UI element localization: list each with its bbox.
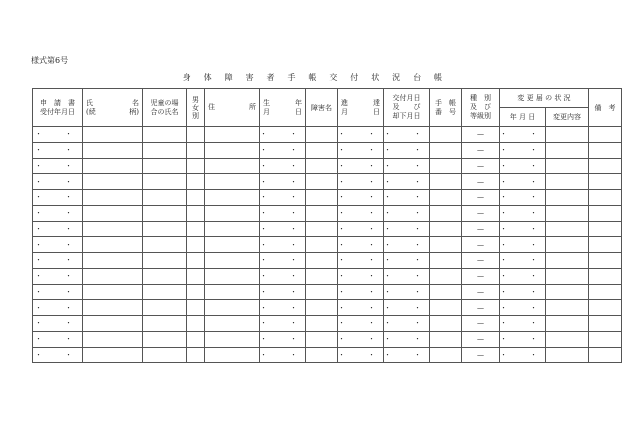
cell-remarks (589, 300, 622, 316)
cell-notification-date: ・ ・ (338, 237, 384, 253)
cell-handbook-number (430, 284, 462, 300)
cell-delivery-date: ・ ・ (384, 347, 430, 363)
cell-handbook-number (430, 142, 462, 158)
cell-name (83, 237, 143, 253)
cell-change-date: ・ ・ (500, 331, 546, 347)
cell-sex (187, 142, 205, 158)
cell-guardian-name (143, 316, 187, 332)
cell-handbook-number (430, 127, 462, 143)
cell-disability-name (306, 190, 338, 206)
cell-delivery-date: ・ ・ (384, 237, 430, 253)
cell-application-date: ・ ・ (33, 190, 83, 206)
cell-change-content (546, 221, 589, 237)
cell-change-date: ・ ・ (500, 158, 546, 174)
cell-sex (187, 331, 205, 347)
cell-delivery-date: ・ ・ (384, 142, 430, 158)
cell-handbook-number (430, 158, 462, 174)
cell-delivery-date: ・ ・ (384, 174, 430, 190)
cell-handbook-number (430, 331, 462, 347)
cell-type-grade: — (462, 268, 500, 284)
cell-change-date: ・ ・ (500, 142, 546, 158)
cell-type-grade: — (462, 205, 500, 221)
cell-address (205, 205, 260, 221)
cell-address (205, 190, 260, 206)
cell-guardian-name (143, 205, 187, 221)
cell-sex (187, 158, 205, 174)
cell-guardian-name (143, 190, 187, 206)
header-change-content: 変更内容 (546, 108, 589, 127)
cell-type-grade: — (462, 331, 500, 347)
cell-delivery-date: ・ ・ (384, 268, 430, 284)
cell-application-date: ・ ・ (33, 205, 83, 221)
cell-name (83, 316, 143, 332)
cell-application-date: ・ ・ (33, 127, 83, 143)
table-row (33, 158, 622, 174)
ledger-body (33, 127, 622, 363)
cell-birth-date: ・ ・ (260, 268, 306, 284)
cell-disability-name (306, 331, 338, 347)
cell-disability-name (306, 316, 338, 332)
table-row (33, 300, 622, 316)
table-row (33, 142, 622, 158)
ledger-title: 身 体 障 害 者 手 帳 交 付 状 況 台 帳 (182, 73, 448, 82)
cell-remarks (589, 284, 622, 300)
cell-type-grade: — (462, 237, 500, 253)
cell-change-content (546, 237, 589, 253)
cell-name (83, 205, 143, 221)
cell-notification-date: ・ ・ (338, 127, 384, 143)
cell-handbook-number (430, 237, 462, 253)
cell-remarks (589, 142, 622, 158)
cell-type-grade: — (462, 142, 500, 158)
cell-disability-name (306, 174, 338, 190)
header-remarks: 備 考 (589, 89, 622, 127)
cell-change-content (546, 316, 589, 332)
cell-remarks (589, 158, 622, 174)
ledger-table (32, 88, 622, 363)
cell-change-date: ・ ・ (500, 174, 546, 190)
cell-notification-date: ・ ・ (338, 190, 384, 206)
cell-change-date: ・ ・ (500, 253, 546, 269)
cell-type-grade: — (462, 174, 500, 190)
cell-address (205, 253, 260, 269)
cell-notification-date: ・ ・ (338, 158, 384, 174)
cell-change-content (546, 127, 589, 143)
header-application-date: 申 請 書 受付年月日 (33, 89, 83, 127)
cell-delivery-date: ・ ・ (384, 331, 430, 347)
cell-application-date: ・ ・ (33, 316, 83, 332)
cell-address (205, 316, 260, 332)
cell-guardian-name (143, 300, 187, 316)
table-row (33, 190, 622, 206)
cell-change-content (546, 284, 589, 300)
cell-notification-date: ・ ・ (338, 300, 384, 316)
cell-notification-date: ・ ・ (338, 221, 384, 237)
cell-notification-date: ・ ・ (338, 174, 384, 190)
table-row (33, 284, 622, 300)
cell-remarks (589, 174, 622, 190)
cell-notification-date: ・ ・ (338, 205, 384, 221)
cell-name (83, 142, 143, 158)
cell-address (205, 347, 260, 363)
table-row (33, 127, 622, 143)
cell-name (83, 158, 143, 174)
cell-disability-name (306, 127, 338, 143)
cell-disability-name (306, 284, 338, 300)
cell-guardian-name (143, 284, 187, 300)
cell-birth-date: ・ ・ (260, 205, 306, 221)
header-sex: 男 女 別 (187, 89, 205, 127)
cell-guardian-name (143, 347, 187, 363)
cell-guardian-name (143, 174, 187, 190)
cell-application-date: ・ ・ (33, 237, 83, 253)
cell-application-date: ・ ・ (33, 253, 83, 269)
header-address: 住 所 (205, 89, 260, 127)
header-handbook-number: 手 帳 番 号 (430, 89, 462, 127)
cell-guardian-name (143, 127, 187, 143)
cell-name (83, 331, 143, 347)
cell-change-date: ・ ・ (500, 190, 546, 206)
cell-address (205, 268, 260, 284)
cell-type-grade: — (462, 190, 500, 206)
cell-guardian-name (143, 221, 187, 237)
cell-name (83, 253, 143, 269)
cell-type-grade: — (462, 300, 500, 316)
cell-handbook-number (430, 205, 462, 221)
cell-handbook-number (430, 190, 462, 206)
cell-guardian-name (143, 158, 187, 174)
cell-sex (187, 284, 205, 300)
cell-handbook-number (430, 268, 462, 284)
cell-application-date: ・ ・ (33, 142, 83, 158)
cell-handbook-number (430, 174, 462, 190)
table-row (33, 237, 622, 253)
cell-change-content (546, 347, 589, 363)
cell-guardian-name (143, 268, 187, 284)
cell-change-content (546, 174, 589, 190)
cell-change-date: ・ ・ (500, 284, 546, 300)
cell-handbook-number (430, 316, 462, 332)
cell-disability-name (306, 205, 338, 221)
cell-remarks (589, 127, 622, 143)
cell-address (205, 142, 260, 158)
cell-sex (187, 316, 205, 332)
cell-type-grade: — (462, 284, 500, 300)
header-birth-date: 生 年 月 日 (260, 89, 306, 127)
cell-application-date: ・ ・ (33, 158, 83, 174)
cell-name (83, 221, 143, 237)
cell-name (83, 190, 143, 206)
table-row (33, 347, 622, 363)
table-row (33, 316, 622, 332)
header-notification-date: 進 達 月 日 (338, 89, 384, 127)
cell-type-grade: — (462, 347, 500, 363)
cell-sex (187, 300, 205, 316)
cell-notification-date: ・ ・ (338, 347, 384, 363)
cell-address (205, 221, 260, 237)
cell-remarks (589, 190, 622, 206)
cell-handbook-number (430, 221, 462, 237)
cell-remarks (589, 221, 622, 237)
cell-change-content (546, 268, 589, 284)
cell-remarks (589, 316, 622, 332)
cell-application-date: ・ ・ (33, 221, 83, 237)
cell-notification-date: ・ ・ (338, 316, 384, 332)
cell-name (83, 347, 143, 363)
cell-change-date: ・ ・ (500, 237, 546, 253)
cell-disability-name (306, 300, 338, 316)
cell-type-grade: — (462, 221, 500, 237)
cell-sex (187, 268, 205, 284)
cell-disability-name (306, 221, 338, 237)
cell-birth-date: ・ ・ (260, 174, 306, 190)
cell-change-date: ・ ・ (500, 300, 546, 316)
table-row (33, 205, 622, 221)
cell-disability-name (306, 268, 338, 284)
cell-address (205, 300, 260, 316)
cell-application-date: ・ ・ (33, 347, 83, 363)
cell-remarks (589, 331, 622, 347)
cell-guardian-name (143, 253, 187, 269)
cell-birth-date: ・ ・ (260, 142, 306, 158)
cell-remarks (589, 268, 622, 284)
form-number: 様式第6号 (31, 56, 69, 65)
cell-delivery-date: ・ ・ (384, 253, 430, 269)
cell-change-date: ・ ・ (500, 316, 546, 332)
cell-change-date: ・ ・ (500, 268, 546, 284)
cell-change-content (546, 253, 589, 269)
cell-birth-date: ・ ・ (260, 127, 306, 143)
cell-type-grade: — (462, 253, 500, 269)
cell-name (83, 174, 143, 190)
cell-address (205, 237, 260, 253)
header-type-grade: 種 別 及 び 等級別 (462, 89, 500, 127)
cell-birth-date: ・ ・ (260, 158, 306, 174)
cell-handbook-number (430, 253, 462, 269)
cell-sex (187, 221, 205, 237)
cell-guardian-name (143, 142, 187, 158)
header-delivery-date: 交付月日 及 び 却下月日 (384, 89, 430, 127)
cell-address (205, 158, 260, 174)
cell-disability-name (306, 237, 338, 253)
cell-guardian-name (143, 237, 187, 253)
cell-name (83, 284, 143, 300)
header-row-1 (33, 89, 622, 108)
table-row (33, 253, 622, 269)
cell-delivery-date: ・ ・ (384, 205, 430, 221)
cell-sex (187, 174, 205, 190)
cell-remarks (589, 253, 622, 269)
cell-handbook-number (430, 347, 462, 363)
cell-birth-date: ・ ・ (260, 253, 306, 269)
cell-notification-date: ・ ・ (338, 331, 384, 347)
cell-change-content (546, 190, 589, 206)
cell-birth-date: ・ ・ (260, 221, 306, 237)
cell-guardian-name (143, 331, 187, 347)
cell-remarks (589, 237, 622, 253)
cell-disability-name (306, 158, 338, 174)
cell-sex (187, 253, 205, 269)
header-name: 氏 名 (続 柄) (83, 89, 143, 127)
table-row (33, 268, 622, 284)
cell-address (205, 331, 260, 347)
cell-change-content (546, 142, 589, 158)
cell-address (205, 284, 260, 300)
cell-birth-date: ・ ・ (260, 331, 306, 347)
cell-delivery-date: ・ ・ (384, 284, 430, 300)
cell-sex (187, 127, 205, 143)
table-row (33, 221, 622, 237)
cell-name (83, 300, 143, 316)
cell-sex (187, 205, 205, 221)
cell-handbook-number (430, 300, 462, 316)
cell-type-grade: — (462, 158, 500, 174)
cell-type-grade: — (462, 127, 500, 143)
cell-birth-date: ・ ・ (260, 284, 306, 300)
cell-notification-date: ・ ・ (338, 284, 384, 300)
cell-birth-date: ・ ・ (260, 237, 306, 253)
cell-disability-name (306, 347, 338, 363)
cell-change-date: ・ ・ (500, 127, 546, 143)
cell-application-date: ・ ・ (33, 174, 83, 190)
cell-disability-name (306, 253, 338, 269)
cell-birth-date: ・ ・ (260, 300, 306, 316)
cell-delivery-date: ・ ・ (384, 127, 430, 143)
cell-delivery-date: ・ ・ (384, 316, 430, 332)
cell-delivery-date: ・ ・ (384, 190, 430, 206)
cell-remarks (589, 347, 622, 363)
cell-application-date: ・ ・ (33, 268, 83, 284)
cell-change-content (546, 158, 589, 174)
cell-change-content (546, 205, 589, 221)
cell-sex (187, 190, 205, 206)
cell-birth-date: ・ ・ (260, 316, 306, 332)
cell-sex (187, 347, 205, 363)
cell-notification-date: ・ ・ (338, 253, 384, 269)
cell-notification-date: ・ ・ (338, 268, 384, 284)
cell-type-grade: — (462, 316, 500, 332)
cell-birth-date: ・ ・ (260, 347, 306, 363)
cell-change-date: ・ ・ (500, 347, 546, 363)
cell-remarks (589, 205, 622, 221)
cell-address (205, 127, 260, 143)
header-disability-name: 障害名 (306, 89, 338, 127)
cell-change-content (546, 300, 589, 316)
cell-notification-date: ・ ・ (338, 142, 384, 158)
cell-change-date: ・ ・ (500, 205, 546, 221)
cell-disability-name (306, 142, 338, 158)
cell-name (83, 268, 143, 284)
cell-application-date: ・ ・ (33, 284, 83, 300)
cell-application-date: ・ ・ (33, 331, 83, 347)
table-row (33, 174, 622, 190)
header-guardian-name: 児童の場 合の氏名 (143, 89, 187, 127)
table-row (33, 331, 622, 347)
cell-delivery-date: ・ ・ (384, 158, 430, 174)
header-change-date: 年 月 日 (500, 108, 546, 127)
cell-name (83, 127, 143, 143)
header-change-status: 変 更 届 の 状 況 (500, 89, 589, 108)
cell-sex (187, 237, 205, 253)
cell-delivery-date: ・ ・ (384, 221, 430, 237)
cell-application-date: ・ ・ (33, 300, 83, 316)
cell-change-content (546, 331, 589, 347)
cell-address (205, 174, 260, 190)
cell-change-date: ・ ・ (500, 221, 546, 237)
cell-birth-date: ・ ・ (260, 190, 306, 206)
cell-delivery-date: ・ ・ (384, 300, 430, 316)
